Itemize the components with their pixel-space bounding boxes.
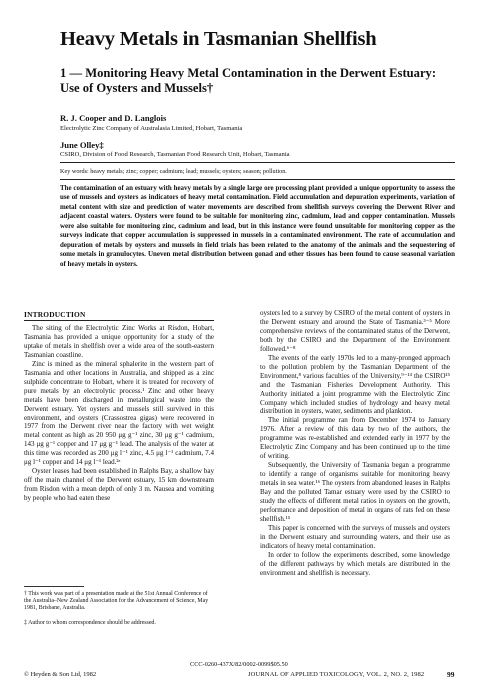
page-number: 99 — [447, 670, 455, 679]
copyright-notice: © Heyden & Son Ltd, 1982 — [24, 671, 97, 678]
footnote-rule — [24, 586, 84, 587]
article-title: Heavy Metals in Tasmanian Shellfish — [60, 28, 377, 50]
keywords-bottom-rule — [60, 179, 455, 180]
issn-code: CCC-0260-437X/82/0002-0099$05.50 — [190, 661, 288, 668]
journal-citation: JOURNAL OF APPLIED TOXICOLOGY, VOL. 2, NO. 2, 1982 — [248, 671, 425, 678]
article-subtitle: 1 — Monitoring Heavy Metal Contamination in the Derwent Estuary: Use of Oysters and Mussels† — [60, 66, 437, 95]
author-affiliation-2: CSIRO, Division of Food Research, Tasmanian Food Research Unit, Hobart, Tasmania — [60, 151, 290, 158]
section-heading-rule — [24, 320, 214, 321]
paragraph: The events of the early 1970s led to a many-pronged approach to the pollution problem by the Tasmanian Department of the Environment,⁸ various faculties of the University,⁹⁻¹⁴ the CSIRO¹⁵ and the Tasmanian Fisheries Development Authority. This Authority initiated a joint programme with the Electrolytic Zinc Company which included studies of hydrology and heavy metal distribution in oysters, water, sediments and plankton. — [260, 353, 450, 416]
section-heading-introduction: INTRODUCTION — [24, 310, 86, 319]
footnote-presentation: † This work was part of a presentation made at the 51st Annual Conference of the Australia–New Zealand Association for the Advancement of Science, May 1981, Brisbane, Australia. — [24, 591, 209, 612]
paragraph: In order to follow the experiments described, some knowledge of the different pathways by which metals are distributed in the environment and shellfish is necessary. — [260, 550, 450, 577]
body-column-left — [24, 324, 214, 503]
keywords-top-rule — [60, 162, 455, 163]
author-affiliation-1: Electrolytic Zinc Company of Australasia Limited, Hobart, Tasmania — [60, 125, 243, 132]
paragraph: This paper is concerned with the surveys of mussels and oysters in the Derwent estuary and surrounding waters, and their use as indicators of heavy metal contamination. — [260, 523, 450, 550]
author-names-1: R. J. Cooper and D. Langlois — [60, 113, 167, 123]
paragraph: Zinc is mined as the mineral sphalerite in the western part of Tasmania and other locations in Australia, and shipped as a zinc sulphide concentrate to Hobart, where it is treated for recovery of pure metals by an electrolytic process.¹ Zinc and other heavy metals have been discharged in metallurgical waste into the Derwent estuary. Yet oysters and mussels still survived in this environment, and oysters (Crassostrea gigas) were recovered in 1977 from the Derwent river near the factory with wet weight metal content as high as 20 950 μg g⁻¹ zinc, 30 μg g⁻¹ cadmium, 143 μg g⁻¹ copper and 17 μg g⁻¹ lead. The analysis of the water at this time was recorded as 200 μg l⁻¹ zinc, 4.5 μg l⁻¹ cadmium, 7.4 μg l⁻¹ copper and 14 μg l⁻¹ lead.²ᵃ — [24, 359, 214, 467]
paragraph: oysters led to a survey by CSIRO of the metal content of oysters in the Derwent estuary and around the State of Tasmania.³⁻⁵ More comprehensive reviews of the contaminated status of the Derwent, both by the CSIRO and the Department of the Environment followed.⁶⁻⁸ — [260, 309, 450, 353]
body-column-right — [260, 309, 450, 578]
paragraph: Oyster leases had been established in Ralphs Bay, a shallow bay off the main channel of the Derwent estuary, 15 km downstream from Risdon with a mean depth of only 3 m. Nausea and vomiting by people who had eaten these — [24, 467, 214, 503]
paragraph: Subsequently, the University of Tasmania began a programme to identify a range of organisms suitable for monitoring heavy metals in sea water.¹⁶ The oysters from abandoned leases in Ralphs Bay and the polluted Tamar estuary were used by the CSIRO to study the effects of different metal ratios in oysters on the growth, performance and deposition of metal in organs of rats fed on these shellfish.¹⁵ — [260, 461, 450, 523]
footnote-correspondence: ‡ Author to whom correspondence should be addressed. — [24, 620, 156, 626]
paragraph: The siting of the Electrolytic Zinc Works at Risdon, Hobart, Tasmania has provided a unique opportunity for a study of the uptake of metals in shellfish over a wide area of the south-eastern Tasmanian coastline. — [24, 324, 214, 359]
keywords: Key words: heavy metals; zinc; copper; cadmium; lead; mussels; oysters; season; pollution. — [60, 168, 287, 175]
author-names-2: June Olley‡ — [60, 140, 104, 150]
paragraph: The initial programme ran from December 1974 to January 1976. After a review of this data by two of the authors, the programme was re-established and extended early in 1977 by the Electrolytic Zinc Company and has been continued up to the time of writing. — [260, 416, 450, 461]
abstract: The contamination of an estuary with heavy metals by a single large ore processing plant provided a unique opportunity to assess the use of mussels and oysters as indicators of heavy metal contamination. Field accumulation and depuration experiments, variation of metal content with size and prediction of water movements are described from shellfish surveys covering the Derwent River and adjacent coastal waters. Oysters were found to be suitable for monitoring zinc, cadmium, lead and copper contamination. Mussels were also suitable for monitoring zinc, cadmium and lead, but in this instance were found unsuitable for monitoring copper as the surveys indicate that copper accumulation is suppressed in mussels in a contaminated environment. The rate of accumulation and depuration of metals by oysters and mussels in field trials has been related to the anatomy of the animals and the sequestering of some metals in granulocytes. Uneven metal distribution between gonad and other tissues has been found to cause seasonal variation of heavy metals in oysters. — [60, 184, 455, 268]
